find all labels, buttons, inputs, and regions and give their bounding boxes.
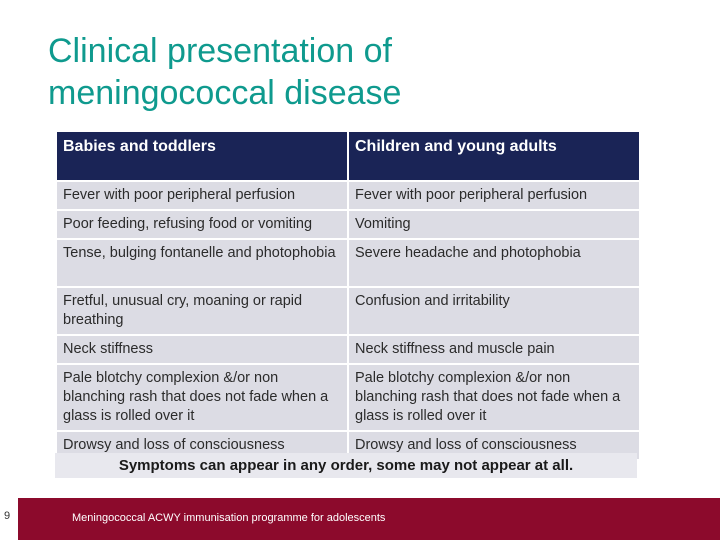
table-cell: Poor feeding, refusing food or vomiting	[57, 211, 347, 238]
table-row	[57, 211, 639, 238]
table-cell: Vomiting	[349, 211, 639, 238]
table-cell: Fretful, unusual cry, moaning or rapid breathing	[57, 288, 347, 334]
table-cell: Confusion and irritability	[349, 288, 639, 334]
table-cell: Pale blotchy complexion &/or non blanching rash that does not fade when a glass is rolled over it	[349, 365, 639, 430]
table-cell: Drowsy and loss of consciousness	[57, 432, 347, 459]
table-row	[57, 240, 639, 286]
table-cell: Neck stiffness and muscle pain	[349, 336, 639, 363]
header-babies-toddlers: Babies and toddlers	[57, 132, 347, 180]
page-number-box	[0, 498, 18, 540]
slide-title-line-1: Clinical presentation of	[48, 32, 392, 70]
table-cell: Tense, bulging fontanelle and photophobia	[57, 240, 347, 286]
slide-title	[48, 30, 608, 114]
slide-title-line-2: meningococcal disease	[48, 74, 402, 112]
table-cell: Fever with poor peripheral perfusion	[349, 182, 639, 209]
table-row	[57, 336, 639, 363]
symptoms-table	[55, 130, 641, 461]
table-cell: Neck stiffness	[57, 336, 347, 363]
table-row	[57, 182, 639, 209]
table-row	[57, 365, 639, 430]
page-number: 9	[4, 510, 11, 522]
table-cell: Fever with poor peripheral perfusion	[57, 182, 347, 209]
table-cell: Severe headache and photophobia	[349, 240, 639, 286]
footer-text: Meningococcal ACWY immunisation programme for adolescents	[72, 512, 386, 524]
table-cell: Pale blotchy complexion &/or non blanching rash that does not fade when a glass is rolled over it	[57, 365, 347, 430]
table-header-row	[57, 132, 639, 180]
table-cell: Drowsy and loss of consciousness	[349, 432, 639, 459]
table-row	[57, 288, 639, 334]
symptoms-footnote: Symptoms can appear in any order, some may not appear at all.	[55, 453, 637, 478]
slide-footer	[0, 498, 720, 540]
header-children-young-adults: Children and young adults	[349, 132, 639, 180]
